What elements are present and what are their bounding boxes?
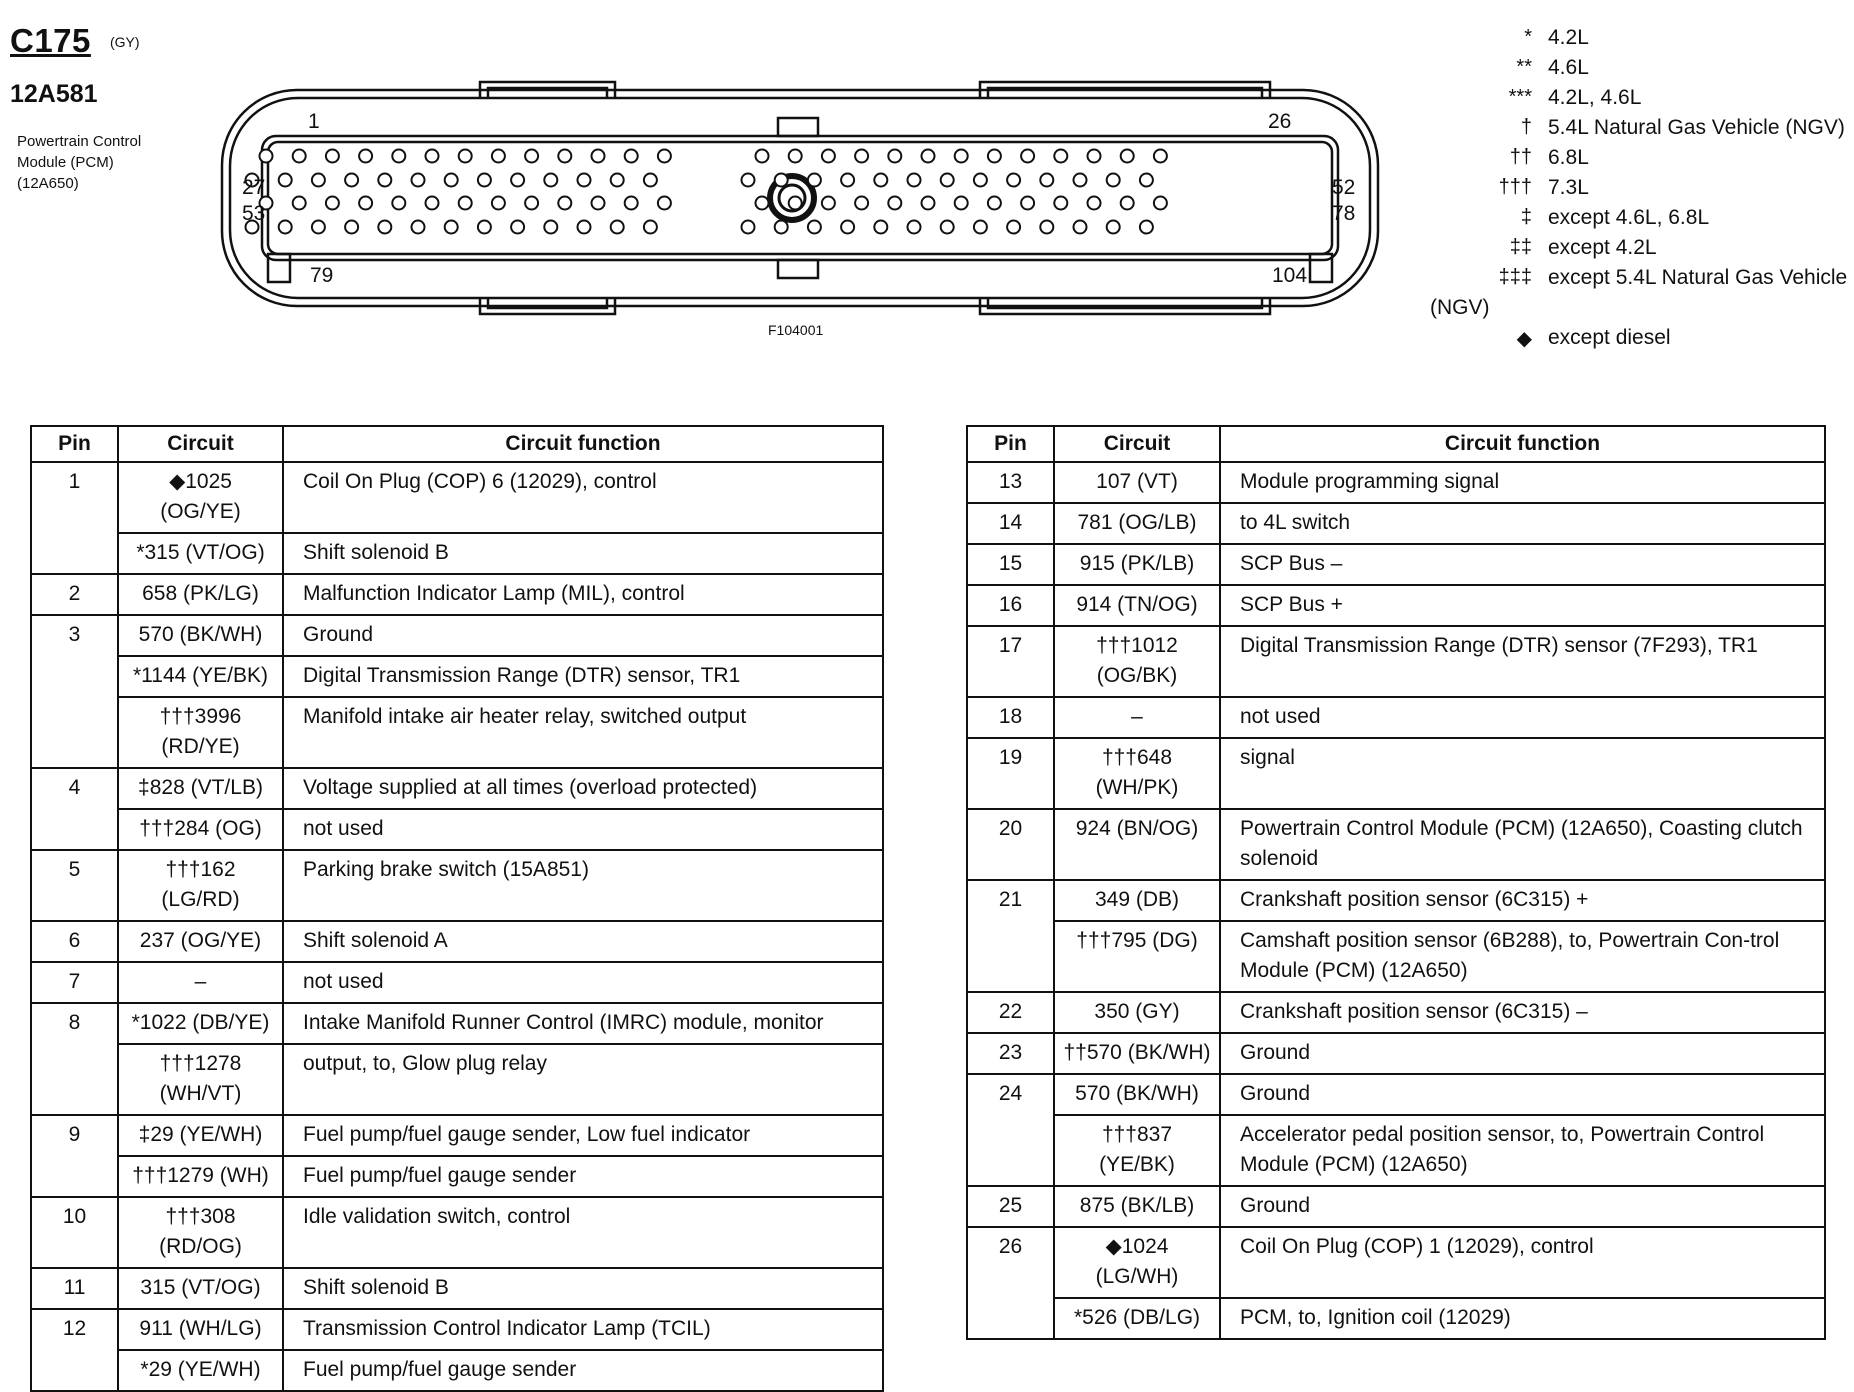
pin-cell: 11 [31,1268,118,1309]
pin-hole [874,174,887,187]
function-cell: Digital Transmission Range (DTR) sensor, TR1 [283,656,883,697]
pin-cell: 25 [967,1186,1054,1227]
circuit-cell: ††570 (BK/WH) [1054,1033,1220,1074]
legend-text: 7.3L [1548,176,1589,199]
legend-row [1400,324,1850,354]
table-row [967,738,1825,809]
pin-hole [775,221,788,234]
table-row [31,768,883,809]
pin-hole [908,174,921,187]
pin-hole [260,150,273,163]
circuit-cell: †††1278 (WH/VT) [118,1044,283,1115]
legend-symbol: ‡ [1520,206,1532,228]
pin-hole [756,150,769,163]
pin-cell: 2 [31,574,118,615]
pin-hole [412,174,425,187]
pin-cell: 17 [967,626,1054,697]
function-cell: Shift solenoid A [283,921,883,962]
legend-symbol: ‡‡ [1509,236,1532,258]
pin-hole [1054,197,1067,210]
pin-hole [822,150,835,163]
circuit-header: Circuit [1054,426,1220,462]
pin-hole [578,174,591,187]
pin-hole [955,197,968,210]
pin-cell: 24 [967,1074,1054,1186]
circuit-cell: ◆1025 (OG/YE) [118,462,283,533]
pin-hole [511,221,524,234]
circuit-cell: *526 (DB/LG) [1054,1298,1220,1339]
function-cell: Intake Manifold Runner Control (IMRC) module, monitor [283,1003,883,1044]
function-cell: Transmission Control Indicator Lamp (TCIL) [283,1309,883,1350]
table-row [967,992,1825,1033]
pin-hole [1088,150,1101,163]
table-row [31,921,883,962]
pin-cell: 22 [967,992,1054,1033]
pin-hole [808,174,821,187]
circuit-cell: †††3996 (RD/YE) [118,697,283,768]
legend-text: 4.2L [1548,26,1589,49]
circuit-header: Circuit [118,426,283,462]
pin-hole [611,221,624,234]
pin-cell: 14 [967,503,1054,544]
pin-label-1: 1 [308,110,320,133]
circuit-cell: 914 (TN/OG) [1054,585,1220,626]
legend-text: except diesel [1548,326,1671,349]
pin-hole [941,221,954,234]
legend-symbol: ††† [1498,176,1532,198]
legend-row [1400,234,1850,264]
figure-id: F104001 [768,322,824,338]
pin-hole [841,221,854,234]
circuit-cell: 911 (WH/LG) [118,1309,283,1350]
pin-cell: 5 [31,850,118,921]
legend-row [1400,294,1850,324]
pin-cell: 19 [967,738,1054,809]
pin-hole [1140,174,1153,187]
pin-hole [378,174,391,187]
pin-table-right [966,425,1826,1340]
pin-cell: 6 [31,921,118,962]
table-row [31,615,883,656]
pin-cell: 23 [967,1033,1054,1074]
legend-row [1400,24,1850,54]
pin-header: Pin [31,426,118,462]
table-row [31,1268,883,1309]
table-row [31,1350,883,1391]
table-row [31,850,883,921]
legend-symbol: ‡‡‡ [1498,266,1532,288]
pin-cell: 26 [967,1227,1054,1339]
pin-hole [941,174,954,187]
pin-hole [888,150,901,163]
circuit-cell: †††284 (OG) [118,809,283,850]
part-number: 12A581 [10,80,98,108]
pin-cell: 7 [31,962,118,1003]
pin-hole [955,150,968,163]
pin-hole [312,221,325,234]
pin-hole [293,197,306,210]
pin-hole [611,174,624,187]
pin-hole [625,197,638,210]
circuit-cell: 315 (VT/OG) [118,1268,283,1309]
circuit-cell: *315 (VT/OG) [118,533,283,574]
legend [1400,24,1850,354]
pin-hole [974,174,987,187]
legend-symbol: ** [1516,56,1532,78]
pin-hole [789,150,802,163]
pin-label-104: 104 [1272,264,1308,287]
legend-symbol: † [1520,116,1532,138]
pin-hole [756,197,769,210]
pin-hole [293,150,306,163]
table-row [967,1298,1825,1339]
pin-hole [1107,221,1120,234]
pin-hole [392,150,405,163]
function-cell: Fuel pump/fuel gauge sender, Low fuel indicator [283,1115,883,1156]
pin-hole [1154,150,1167,163]
pin-hole [988,197,1001,210]
pin-hole [742,221,755,234]
pin-label-78: 78 [1332,202,1356,225]
pin-hole [478,174,491,187]
pin-hole [874,221,887,234]
circuit-cell: †††795 (DG) [1054,921,1220,992]
table-row [31,962,883,1003]
pin-hole [974,221,987,234]
pin-hole [459,197,472,210]
circuit-cell: †††1279 (WH) [118,1156,283,1197]
pin-label-53: 53 [242,202,266,225]
pin-cell: 18 [967,697,1054,738]
function-cell: Shift solenoid B [283,1268,883,1309]
function-cell: Manifold intake air heater relay, switched output [283,697,883,768]
circuit-cell: *29 (YE/WH) [118,1350,283,1391]
circuit-cell: ◆1024 (LG/WH) [1054,1227,1220,1298]
pin-hole [558,197,571,210]
circuit-cell: 658 (PK/LG) [118,574,283,615]
circuit-cell: – [1054,697,1220,738]
pin-hole [1140,221,1153,234]
circuit-cell: 781 (OG/LB) [1054,503,1220,544]
pin-hole [578,221,591,234]
function-cell: not used [1220,697,1825,738]
function-cell: SCP Bus + [1220,585,1825,626]
function-cell: Crankshaft position sensor (6C315) + [1220,880,1825,921]
function-cell: Digital Transmission Range (DTR) sensor (7F293), TR1 [1220,626,1825,697]
pin-hole [345,174,358,187]
pin-hole [1074,221,1087,234]
table-row [967,1227,1825,1298]
pin-hole [459,150,472,163]
legend-text: except 4.2L [1548,236,1657,259]
function-cell: Parking brake switch (15A851) [283,850,883,921]
pin-hole [279,174,292,187]
table-row [31,809,883,850]
function-cell: Powertrain Control Module (PCM) (12A650), Coasting clutch solenoid [1220,809,1825,880]
pin-hole [359,197,372,210]
legend-row [1400,54,1850,84]
table-row [31,1309,883,1350]
pin-hole [426,197,439,210]
legend-text: (NGV) [1430,296,1490,319]
pin-hole [558,150,571,163]
table-row [31,574,883,615]
pin-hole [855,150,868,163]
pin-hole [525,197,538,210]
table-header-row [967,426,1825,462]
connector-id: C175 [10,22,91,59]
circuit-cell: 924 (BN/OG) [1054,809,1220,880]
circuit-cell: †††648 (WH/PK) [1054,738,1220,809]
connector-face-diagram [210,70,1390,320]
pin-table-left [30,425,884,1392]
legend-text: 5.4L Natural Gas Vehicle (NGV) [1548,116,1845,139]
table-row [967,626,1825,697]
pin-cell: 4 [31,768,118,850]
legend-symbol: * [1524,26,1532,48]
pin-hole [378,221,391,234]
circuit-cell: †††837 (YE/BK) [1054,1115,1220,1186]
circuit-cell: †††308 (RD/OG) [118,1197,283,1268]
table-row [31,697,883,768]
pin-hole [822,197,835,210]
circuit-cell: 349 (DB) [1054,880,1220,921]
pin-cell: 21 [967,880,1054,992]
pin-cell: 9 [31,1115,118,1197]
pin-hole [412,221,425,234]
table-row [31,1197,883,1268]
legend-text: 4.6L [1548,56,1589,79]
pin-hole [445,174,458,187]
circuit-cell: †††162 (LG/RD) [118,850,283,921]
pin-hole [1088,197,1101,210]
legend-symbol: *** [1508,86,1532,108]
table-row [967,880,1825,921]
pin-cell: 16 [967,585,1054,626]
pin-hole [1121,150,1134,163]
function-cell: Fuel pump/fuel gauge sender [283,1350,883,1391]
table-row [967,809,1825,880]
pin-hole [1021,197,1034,210]
table-row [31,1115,883,1156]
circuit-cell: 570 (BK/WH) [118,615,283,656]
pin-label-26: 26 [1268,110,1292,133]
pin-hole [1021,150,1034,163]
circuit-cell: 107 (VT) [1054,462,1220,503]
table-header-row [31,426,883,462]
function-cell: signal [1220,738,1825,809]
table-row [967,544,1825,585]
function-cell: Coil On Plug (COP) 6 (12029), control [283,462,883,533]
table-row [31,533,883,574]
circuit-cell: 350 (GY) [1054,992,1220,1033]
pin-hole [359,150,372,163]
function-cell: Ground [1220,1033,1825,1074]
pin-hole [1007,174,1020,187]
pin-hole [841,174,854,187]
legend-text: except 4.6L, 6.8L [1548,206,1710,229]
table-row [967,921,1825,992]
circuit-cell: *1144 (YE/BK) [118,656,283,697]
table-row [967,462,1825,503]
pin-hole [345,221,358,234]
legend-text: 6.8L [1548,146,1589,169]
table-row [31,1003,883,1044]
pin-hole [855,197,868,210]
function-cell: Camshaft position sensor (6B288), to, Powertrain Con-trol Module (PCM) (12A650) [1220,921,1825,992]
legend-row [1400,174,1850,204]
table-row [967,503,1825,544]
pin-holes [246,150,1167,234]
legend-row [1400,204,1850,234]
table-row [31,656,883,697]
function-cell: Ground [283,615,883,656]
table-row [31,462,883,533]
legend-row [1400,84,1850,114]
pin-hole [392,197,405,210]
pin-label-27: 27 [242,176,266,199]
pin-hole [312,174,325,187]
pin-hole [1154,197,1167,210]
pin-hole [1121,197,1134,210]
connector-color: (GY) [110,34,140,50]
pin-hole [922,150,935,163]
function-cell: not used [283,962,883,1003]
pin-cell: 20 [967,809,1054,880]
pin-hole [742,174,755,187]
pin-hole [808,221,821,234]
legend-text: 4.2L, 4.6L [1548,86,1642,109]
function-cell: to 4L switch [1220,503,1825,544]
pin-hole [888,197,901,210]
pin-hole [592,150,605,163]
circuit-cell: 570 (BK/WH) [1054,1074,1220,1115]
function-cell: Accelerator pedal position sensor, to, Powertrain Control Module (PCM) (12A650) [1220,1115,1825,1186]
table-row [967,1186,1825,1227]
pin-cell: 1 [31,462,118,574]
pin-cell: 3 [31,615,118,768]
function-cell: Idle validation switch, control [283,1197,883,1268]
pin-cell: 12 [31,1309,118,1391]
pin-hole [988,150,1001,163]
pin-hole [592,197,605,210]
pin-hole [644,221,657,234]
pin-hole [1007,221,1020,234]
function-header: Circuit function [283,426,883,462]
function-cell: SCP Bus – [1220,544,1825,585]
pin-cell: 8 [31,1003,118,1115]
pin-hole [525,150,538,163]
table-row [31,1044,883,1115]
function-cell: output, to, Glow plug relay [283,1044,883,1115]
legend-row [1400,114,1850,144]
pin-hole [492,150,505,163]
table-row [967,1074,1825,1115]
function-cell: Shift solenoid B [283,533,883,574]
function-cell: Ground [1220,1074,1825,1115]
pin-hole [492,197,505,210]
function-cell: not used [283,809,883,850]
pin-hole [1074,174,1087,187]
circuit-cell: 875 (BK/LB) [1054,1186,1220,1227]
legend-row [1400,264,1850,294]
pin-header: Pin [967,426,1054,462]
pin-hole [544,221,557,234]
connector-description: Powertrain Control Module (PCM) (12A650) [17,133,142,192]
pin-cell: 10 [31,1197,118,1268]
circuit-cell: – [118,962,283,1003]
circuit-cell: ‡29 (YE/WH) [118,1115,283,1156]
legend-row [1400,144,1850,174]
function-cell: Crankshaft position sensor (6C315) – [1220,992,1825,1033]
function-cell: Voltage supplied at all times (overload protected) [283,768,883,809]
pin-hole [426,150,439,163]
pin-hole [511,174,524,187]
function-cell: Fuel pump/fuel gauge sender [283,1156,883,1197]
pin-cell: 13 [967,462,1054,503]
pin-label-52: 52 [1332,176,1356,199]
pin-hole [789,197,802,210]
circuit-cell: †††1012 (OG/BK) [1054,626,1220,697]
circuit-cell: ‡828 (VT/LB) [118,768,283,809]
pin-hole [625,150,638,163]
table-row [31,1156,883,1197]
pin-hole [445,221,458,234]
function-cell: Coil On Plug (COP) 1 (12029), control [1220,1227,1825,1298]
pin-hole [544,174,557,187]
pin-cell: 15 [967,544,1054,585]
pin-hole [326,197,339,210]
circuit-cell: 915 (PK/LB) [1054,544,1220,585]
pin-hole [922,197,935,210]
pin-hole [658,150,671,163]
legend-text: except 5.4L Natural Gas Vehicle [1548,266,1848,289]
circuit-cell: 237 (OG/YE) [118,921,283,962]
function-cell: Module programming signal [1220,462,1825,503]
pin-hole [279,221,292,234]
pin-hole [1040,221,1053,234]
pin-hole [1107,174,1120,187]
function-cell: Ground [1220,1186,1825,1227]
circuit-cell: *1022 (DB/YE) [118,1003,283,1044]
legend-symbol: †† [1509,146,1532,168]
pin-hole [1040,174,1053,187]
pin-hole [775,174,788,187]
pin-label-79: 79 [310,264,334,287]
pin-hole [478,221,491,234]
table-row [967,1115,1825,1186]
function-cell: PCM, to, Ignition coil (12029) [1220,1298,1825,1339]
table-row [967,585,1825,626]
pin-hole [1054,150,1067,163]
table-row [967,697,1825,738]
pin-hole [908,221,921,234]
pin-hole [644,174,657,187]
legend-symbol: ◆ [1516,328,1532,350]
pin-hole [658,197,671,210]
pin-hole [326,150,339,163]
function-cell: Malfunction Indicator Lamp (MIL), control [283,574,883,615]
table-row [967,1033,1825,1074]
function-header: Circuit function [1220,426,1825,462]
